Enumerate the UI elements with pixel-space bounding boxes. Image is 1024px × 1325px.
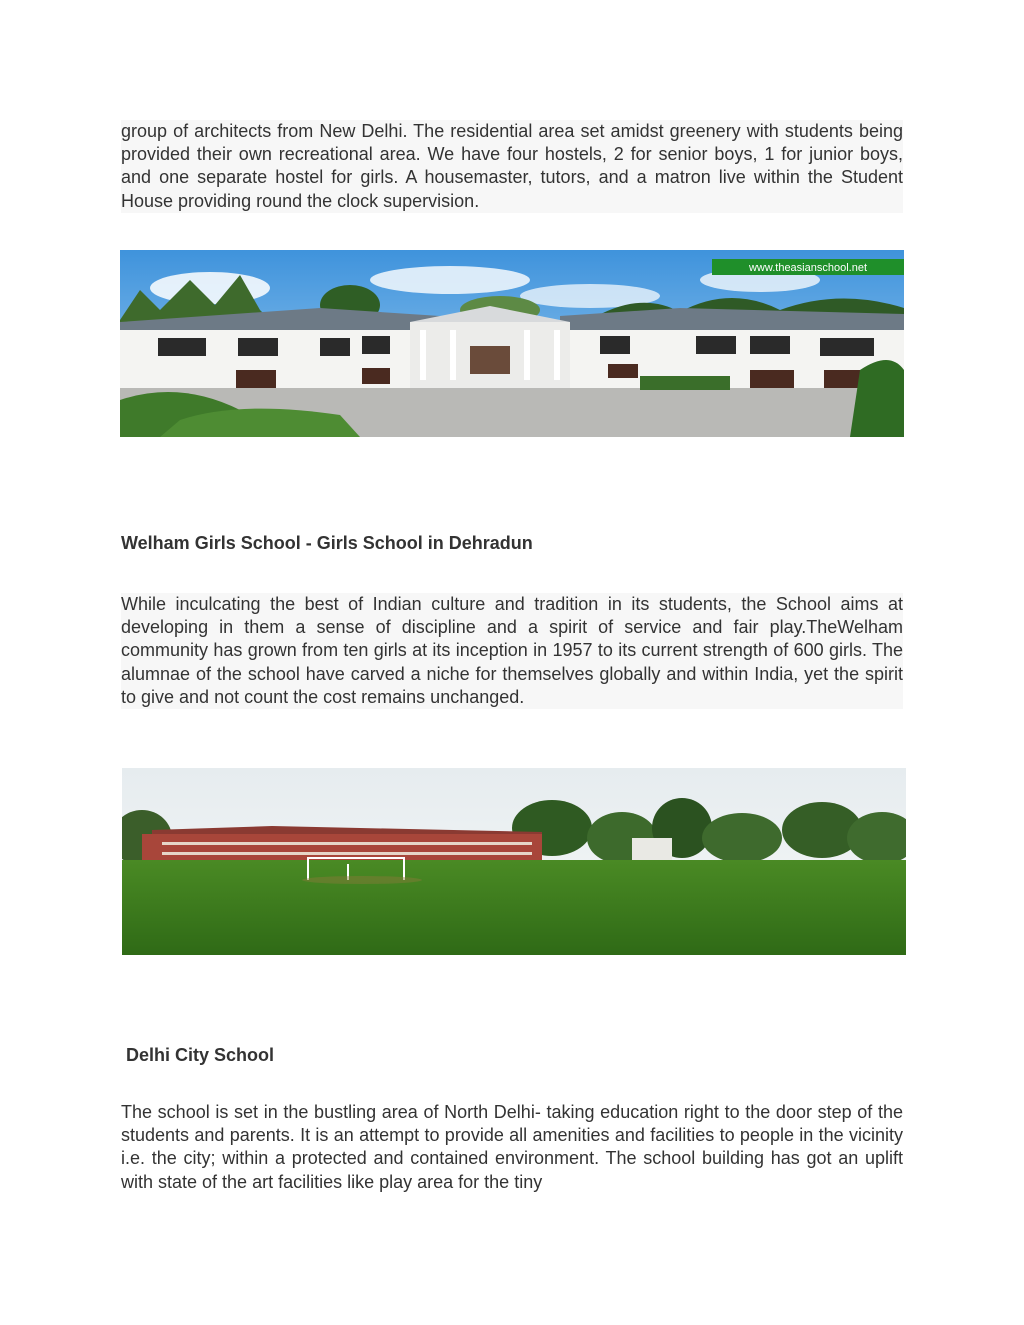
delhi-city-paragraph: The school is set in the bustling area of North Delhi- taking education right to the door step of the students and parents. It is an attempt to provide all amenities and facilities to people in the vicinity i.e. the city; within a protected and contained environment. The school building has got an uplift with state of the art facilities like play area for the tiny <box>121 1102 903 1192</box>
welham-heading: Welham Girls School - Girls School in Dehradun <box>121 533 533 553</box>
welham-paragraph: While inculcating the best of Indian culture and tradition in its students, the School aims at developing in them a sense of discipline and a spirit of service and fair play.TheWelham community has grown from ten girls at its inception in 1957 to its current strength of 600 girls. The alumnae of the school have carved a niche for themselves globally and within India, yet the spirit to give and not count the cost remains unchanged. <box>121 593 903 709</box>
watermark-text: www.theasianschool.net <box>748 262 868 274</box>
delhi-city-heading: Delhi City School <box>126 1045 275 1065</box>
hostels-paragraph: group of architects from New Delhi. The residential area set amidst greenery with students being provided their own recreational area. We have four hostels, 2 for senior boys, 1 for junior boys, and one separate hostel for girls. A housemaster, tutors, and a matron live within the Student House providing round the clock supervision. <box>121 120 903 213</box>
welham-campus-image <box>122 768 906 955</box>
asian-school-building-image <box>120 250 904 437</box>
